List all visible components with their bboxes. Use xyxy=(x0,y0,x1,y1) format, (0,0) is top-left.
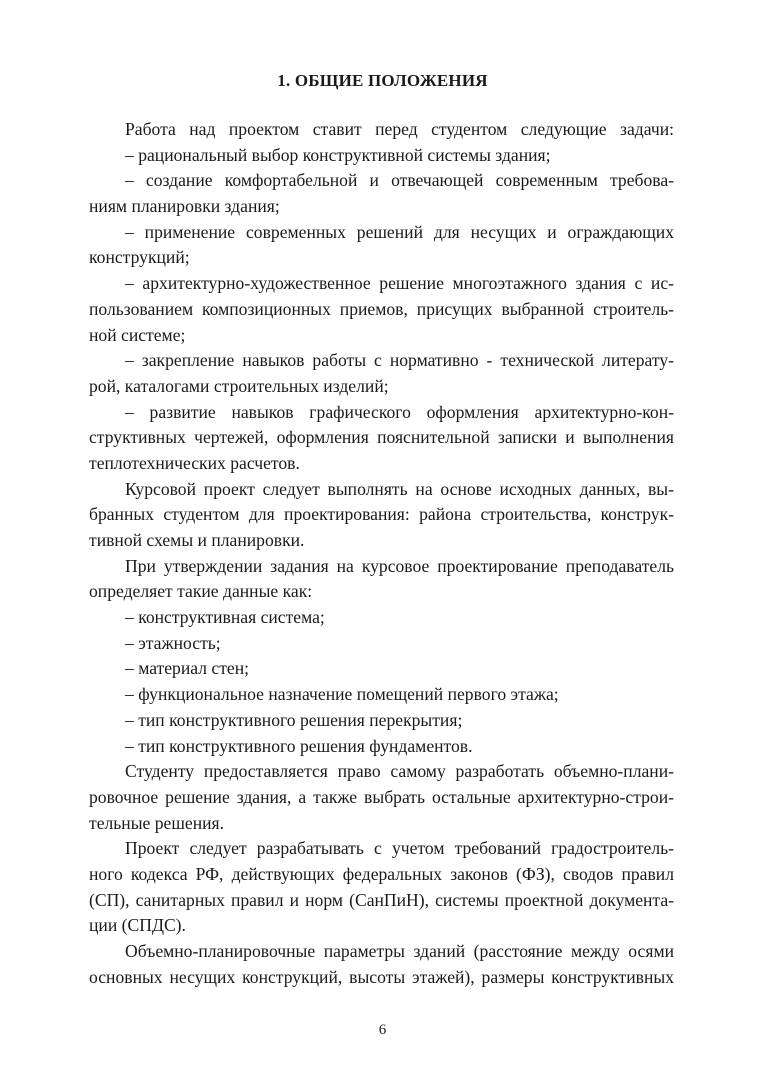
text-line: – архитектурно-художественное решение многоэтажного здания с ис- xyxy=(125,273,674,294)
text-line: – развитие навыков графического оформления архитектурно-кон- xyxy=(125,401,674,422)
text-line: ниям планировки здания; xyxy=(89,196,280,217)
text-line: – тип конструктивного решения фундаментов. xyxy=(125,735,473,756)
text-line: ной системе; xyxy=(89,324,186,345)
text-line: Проект следует разрабатывать с учетом требований градостроитель- xyxy=(125,838,674,859)
text-line: ного кодекса РФ, действующих федеральных законов (ФЗ), сводов правил xyxy=(89,863,674,884)
text-line: – тип конструктивного решения перекрытия; xyxy=(125,709,463,730)
text-line: ции (СПДС). xyxy=(89,915,186,936)
text-line: тивной схемы и планировки. xyxy=(89,530,305,550)
text-line: (СП), санитарных правил и норм (СанПиН), системы проектной документа- xyxy=(89,889,674,910)
section-heading: 1. ОБЩИЕ ПОЛОЖЕНИЯ xyxy=(277,71,488,90)
text-line: – конструктивная система; xyxy=(125,607,325,628)
body-text xyxy=(89,117,674,990)
text-line: бранных студентом для проектирования: района строительства, конструк- xyxy=(89,504,674,525)
text-line: конструкций; xyxy=(89,247,190,268)
text-line: Студенту предоставляется право самому разработать объемно-плани- xyxy=(125,761,674,782)
text-line: определяет такие данные как: xyxy=(89,581,313,602)
text-line: Курсовой проект следует выполнять на основе исходных данных, вы- xyxy=(125,478,674,499)
text-line: основных несущих конструкций, высоты этажей), размеры конструктивных xyxy=(89,966,674,987)
text-line: При утверждении задания на курсовое проектирование преподаватель xyxy=(125,555,674,576)
text-line: ровочное решение здания, а также выбрать остальные архитектурно-строи- xyxy=(89,786,674,807)
text-line: – функциональное назначение помещений первого этажа; xyxy=(125,684,559,705)
text-line: – этажность; xyxy=(125,632,221,653)
text-line: тельные решения. xyxy=(89,812,225,833)
text-line: рой, каталогами строительных изделий; xyxy=(89,375,389,396)
text-line: – материал стен; xyxy=(125,658,250,679)
text-line: пользованием композиционных приемов, присущих выбранной строитель- xyxy=(89,298,674,319)
text-line: Работа над проектом ставит перед студентом следующие задачи: xyxy=(125,119,674,139)
text-line: структивных чертежей, оформления пояснительной записки и выполнения xyxy=(89,427,674,448)
text-line: теплотехнических расчетов. xyxy=(89,452,300,473)
text-line: – создание комфортабельной и отвечающей современным требова- xyxy=(125,170,674,191)
text-line: – применение современных решений для несущих и ограждающих xyxy=(125,221,674,242)
text-line: – рациональный выбор конструктивной системы здания; xyxy=(125,144,551,165)
page-number: 6 xyxy=(378,1022,387,1038)
text-line: Объемно-планировочные параметры зданий (расстояние между осями xyxy=(125,941,674,961)
text-line: – закрепление навыков работы с нормативно - технической литерату- xyxy=(125,350,674,371)
